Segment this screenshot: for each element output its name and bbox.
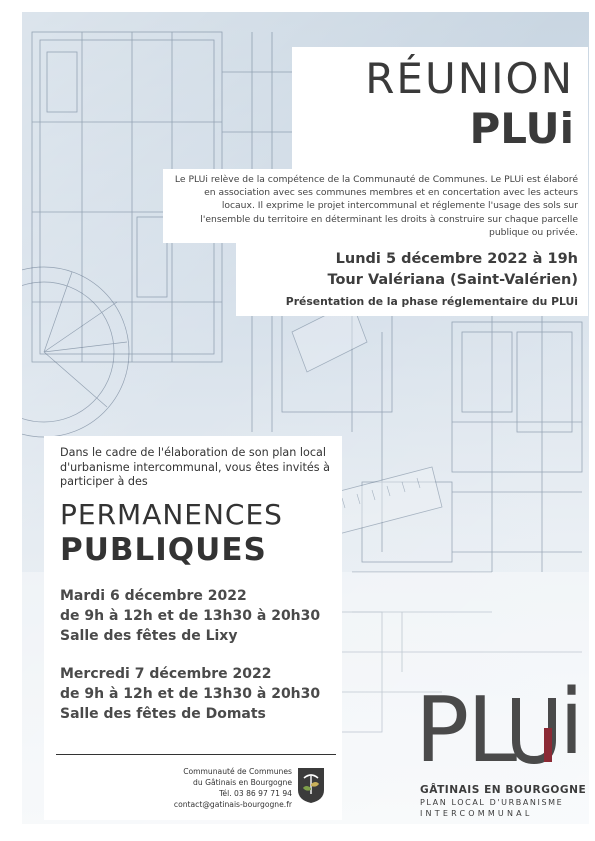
meeting-date: Lundi 5 décembre 2022 à 19h bbox=[335, 251, 578, 267]
logo-letter-u-icon bbox=[511, 688, 557, 768]
plui-description: Le PLUi relève de la compétence de la Communauté de Communes. Le PLUi est élaboré en association avec ses communes membres et en concertation avec les acteurs locaux. Il exprime le projet intercommunal et réglemente l'usage des sols sur l'ensemble du territoire en déterminant les droits à construire sur chaque parcelle publique ou privée. bbox=[174, 174, 578, 238]
logo-subtitle-plan-local: PLAN LOCAL D'URBANISME bbox=[420, 798, 564, 807]
title-panel bbox=[292, 47, 588, 169]
session-1-hours: de 9h à 12h et de 13h30 à 20h30 bbox=[60, 608, 321, 624]
org-phone: Tél. 03 86 97 71 94 bbox=[219, 789, 292, 798]
org-name-line-1: Communauté de Communes bbox=[183, 767, 292, 776]
org-email-link[interactable]: contact@gatinais-bourgogne.fr bbox=[173, 800, 292, 809]
session-1-place: Salle des fêtes de Lixy bbox=[60, 628, 238, 644]
session-2-place: Salle des fêtes de Domats bbox=[60, 706, 266, 722]
title-plui: PLUi bbox=[469, 104, 574, 153]
logo-letter-i: i bbox=[559, 670, 585, 775]
footer-divider bbox=[56, 754, 336, 755]
session-2-hours: de 9h à 12h et de 13h30 à 20h30 bbox=[60, 686, 321, 702]
org-name-line-2: du Gâtinais en Bourgogne bbox=[193, 778, 292, 787]
title-publiques: PUBLIQUES bbox=[60, 532, 267, 568]
title-permanences: PERMANENCES bbox=[60, 498, 283, 531]
permanences-panel bbox=[44, 436, 342, 820]
footer-contact bbox=[114, 766, 292, 810]
plui-logo bbox=[415, 670, 585, 783]
logo-subtitle-intercommunal: INTERCOMMUNAL bbox=[420, 809, 533, 818]
poster bbox=[22, 12, 589, 824]
title-reunion: RÉUNION bbox=[365, 54, 574, 103]
meeting-description: Présentation de la phase réglementaire du PLUi bbox=[285, 295, 578, 308]
logo-letter-p: P bbox=[415, 678, 470, 783]
cc-gatinais-emblem-icon bbox=[296, 766, 326, 804]
logo-subtitle-gatinais: GÂTINAIS EN BOURGOGNE bbox=[420, 784, 587, 796]
session-2-date: Mercredi 7 décembre 2022 bbox=[60, 666, 272, 682]
logo-letter-l: L bbox=[467, 678, 518, 783]
description-panel bbox=[163, 169, 588, 243]
meeting-panel bbox=[236, 243, 588, 316]
meeting-place: Tour Valériana (Saint-Valérien) bbox=[327, 272, 578, 288]
session-1-date: Mardi 6 décembre 2022 bbox=[60, 588, 247, 604]
permanences-intro: Dans le cadre de l'élaboration de son plan local d'urbanisme intercommunal, vous êtes invités à participer à des bbox=[60, 446, 330, 488]
